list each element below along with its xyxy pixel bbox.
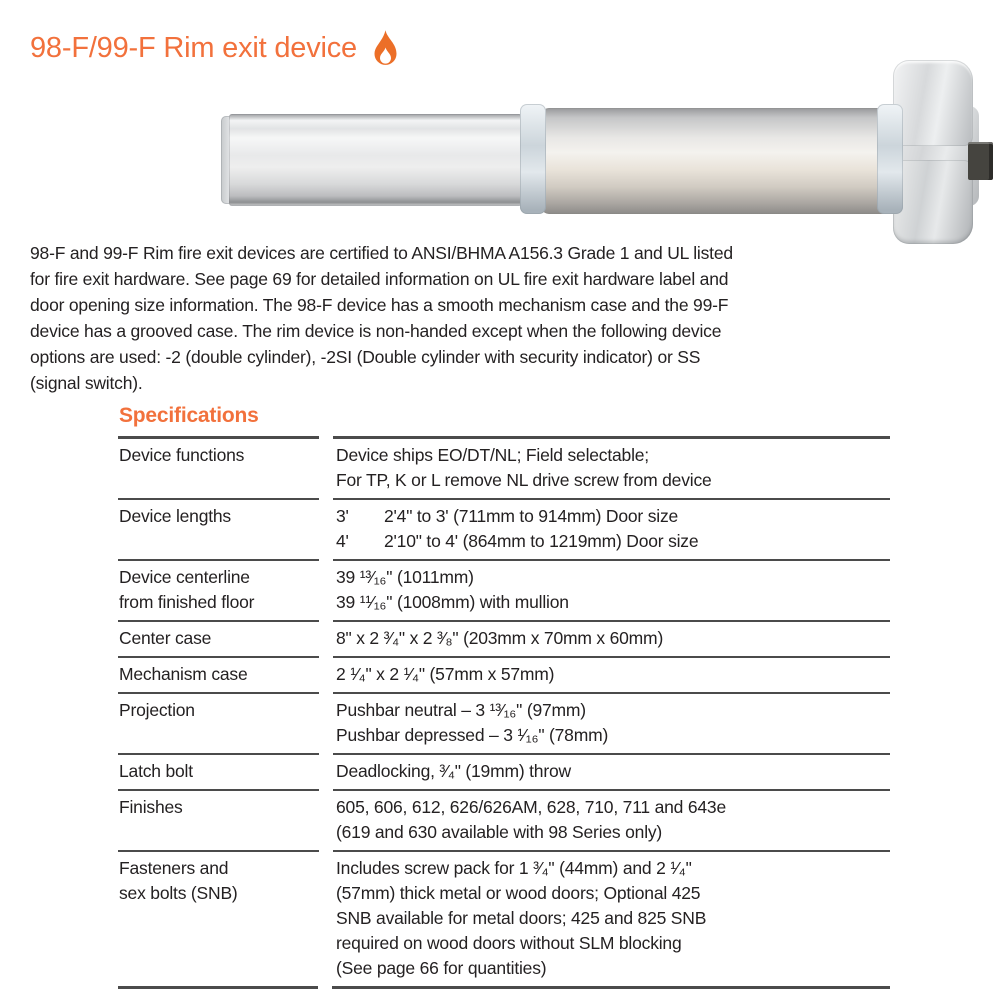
page-title: 98-F/99-F Rim exit device — [30, 32, 357, 64]
spec-value-text: 39 ¹³⁄₁₆" (1011mm) — [336, 567, 474, 587]
spec-value-line — [336, 698, 890, 723]
end-case-top-wing — [893, 60, 973, 146]
spec-label-line: Projection — [119, 700, 195, 720]
spec-value — [333, 656, 890, 692]
spec-label-line: Finishes — [119, 797, 183, 817]
latch-bolt — [968, 142, 993, 180]
spec-label-line: Center case — [119, 628, 212, 648]
spec-label-line: Mechanism case — [119, 664, 248, 684]
spec-value — [333, 620, 890, 656]
spec-label — [118, 789, 319, 850]
spec-label — [118, 692, 319, 753]
spec-label-line: Device centerline — [119, 567, 250, 587]
spec-value — [333, 692, 890, 753]
intro-line: (signal switch). — [30, 373, 143, 393]
spec-row — [118, 753, 890, 789]
spec-value — [333, 436, 890, 498]
spec-value-text: 2 ¹⁄₄" x 2 ¹⁄₄" (57mm x 57mm) — [336, 664, 555, 684]
spec-value-line — [336, 443, 890, 468]
spec-label-line: sex bolts (SNB) — [119, 883, 238, 903]
table-bottom-rule — [118, 986, 890, 989]
spec-value-line — [336, 881, 890, 906]
spec-value-text: 2'4" to 3' (711mm to 914mm) Door size — [384, 506, 679, 526]
spec-label — [118, 850, 319, 986]
spec-label — [118, 753, 319, 789]
spec-value — [333, 498, 890, 559]
spec-value-text: (619 and 630 available with 98 Series only) — [336, 822, 663, 842]
specifications-heading: Specifications — [119, 404, 259, 427]
spec-value-line — [336, 468, 890, 493]
spec-value-line — [336, 662, 890, 687]
spec-label-line: from finished floor — [119, 592, 255, 612]
spec-label — [118, 656, 319, 692]
product-photo — [215, 56, 995, 250]
spec-value-line — [336, 723, 890, 748]
spec-value-text: Deadlocking, ³⁄₄" (19mm) throw — [336, 761, 571, 781]
specifications-table — [118, 436, 890, 986]
spec-value-line — [336, 906, 890, 931]
spec-row — [118, 436, 890, 498]
spec-value-text: (See page 66 for quantities) — [336, 958, 547, 978]
spec-value-line — [336, 504, 890, 529]
spec-value-line — [336, 626, 890, 651]
spec-value — [333, 850, 890, 986]
spec-value-text: 39 ¹¹⁄₁₆" (1008mm) with mullion — [336, 592, 569, 612]
spec-row — [118, 850, 890, 986]
intro-paragraph — [30, 240, 840, 396]
specifications-section — [118, 404, 890, 989]
spec-value-text: required on wood doors without SLM blocking — [336, 933, 682, 953]
spec-value-line — [336, 856, 890, 881]
spec-value-text: Pushbar neutral – 3 ¹³⁄₁₆" (97mm) — [336, 700, 586, 720]
spec-value-text: Pushbar depressed – 3 ¹⁄₁₆" (78mm) — [336, 725, 609, 745]
spec-value-line — [336, 590, 890, 615]
spec-value-text: 605, 606, 612, 626/626AM, 628, 710, 711 and 643e — [336, 797, 726, 817]
spec-row — [118, 692, 890, 753]
spec-value-text: 8" x 2 ³⁄₄" x 2 ³⁄₈" (203mm x 70mm x 60mm) — [336, 628, 664, 648]
push-rail — [229, 114, 522, 206]
spec-label-line: Device lengths — [119, 506, 231, 526]
spec-row — [118, 620, 890, 656]
intro-line: door opening size information. The 98-F device has a smooth mechanism case and the 99-F — [30, 295, 729, 315]
length-prefix: 3' — [336, 506, 349, 526]
spec-label — [118, 498, 319, 559]
spec-value — [333, 559, 890, 620]
spec-label — [118, 620, 319, 656]
spec-value-line — [336, 820, 890, 845]
spec-label-line: Device functions — [119, 445, 245, 465]
spec-label — [118, 559, 319, 620]
spec-value-text: For TP, K or L remove NL drive screw from device — [336, 470, 712, 490]
spec-row — [118, 498, 890, 559]
intro-line: 98-F and 99-F Rim fire exit devices are certified to ANSI/BHMA A156.3 Grade 1 and UL listed — [30, 243, 733, 263]
spec-row — [118, 559, 890, 620]
spec-value-line — [336, 956, 890, 981]
spec-value — [333, 753, 890, 789]
spec-value-text: Device ships EO/DT/NL; Field selectable; — [336, 445, 649, 465]
length-prefix: 4' — [336, 531, 349, 551]
spec-label — [118, 436, 319, 498]
pushbar-collar-right — [877, 104, 903, 214]
spec-value — [333, 789, 890, 850]
spec-value-line — [336, 759, 890, 784]
spec-value-line — [336, 565, 890, 590]
spec-label-line: Latch bolt — [119, 761, 193, 781]
pushbar-collar-left — [520, 104, 546, 214]
spec-value-text: 2'10" to 4' (864mm to 1219mm) Door size — [384, 531, 699, 551]
spec-value-line — [336, 931, 890, 956]
spec-value-text: Includes screw pack for 1 ³⁄₄" (44mm) and 2 ¹⁄₄" — [336, 858, 692, 878]
spec-value-text: (57mm) thick metal or wood doors; Optional 425 — [336, 883, 701, 903]
spec-value-line — [336, 795, 890, 820]
spec-value-line — [336, 529, 890, 554]
spec-value-text: SNB available for metal doors; 425 and 825 SNB — [336, 908, 707, 928]
spec-row — [118, 656, 890, 692]
intro-line: device has a grooved case. The rim device is non-handed except when the following device — [30, 321, 722, 341]
spec-row — [118, 789, 890, 850]
intro-line: options are used: -2 (double cylinder), -2SI (Double cylinder with security indicator) or SS — [30, 347, 701, 367]
spec-label-line: Fasteners and — [119, 858, 229, 878]
pushbar-tube — [537, 108, 902, 214]
intro-line: for fire exit hardware. See page 69 for detailed information on UL fire exit hardware label and — [30, 269, 729, 289]
end-case-bottom-wing — [893, 160, 973, 244]
